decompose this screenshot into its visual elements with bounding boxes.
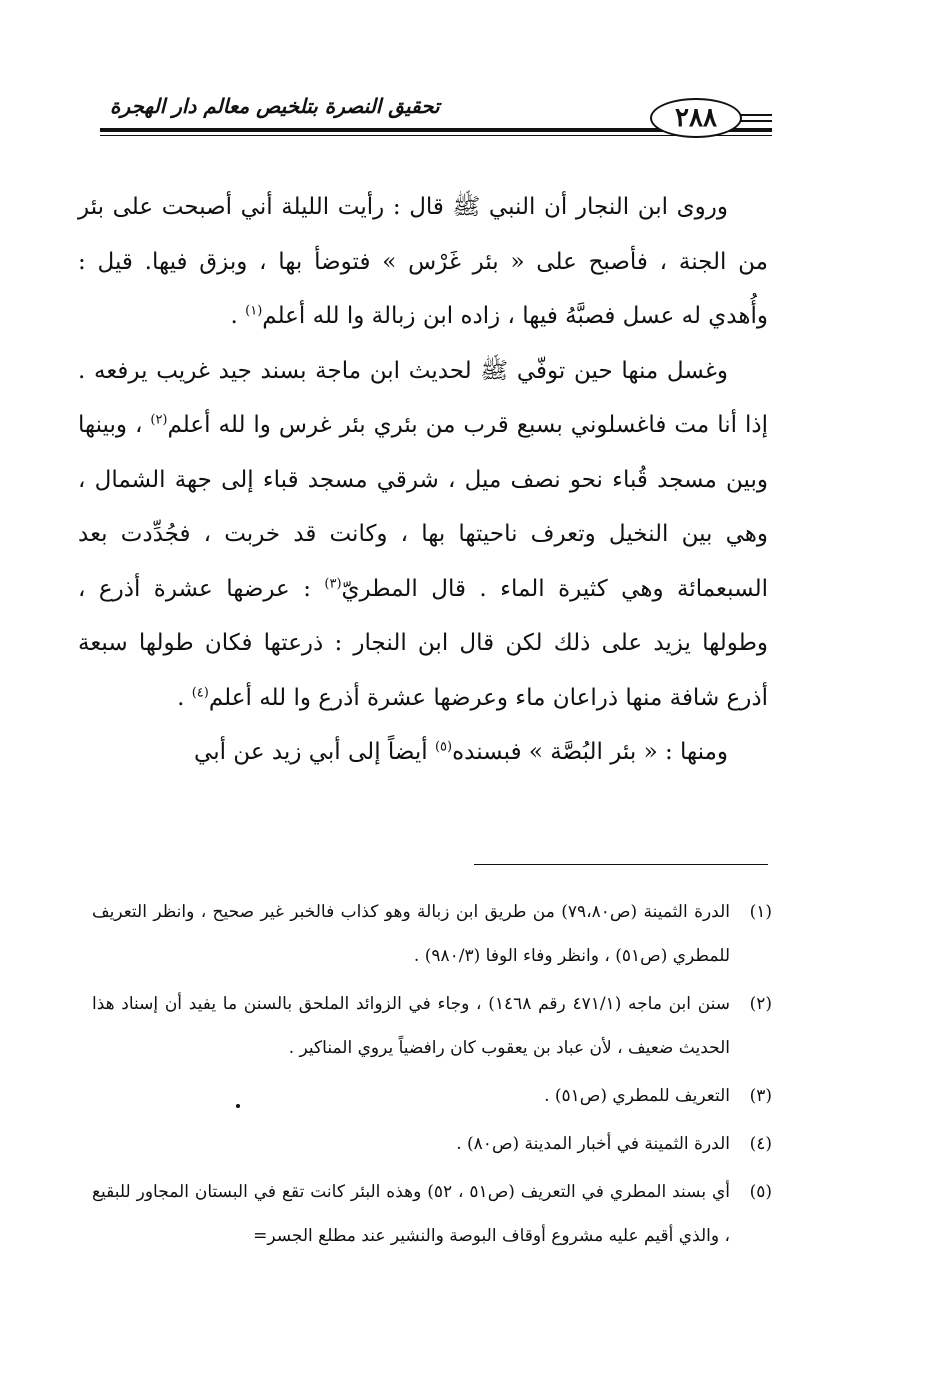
paragraph-3-text-a: ومنها : « بئر البُصَّة » فبسنده [452, 739, 728, 765]
footnote-text: الدرة الثمينة في أخبار المدينة (ص٨٠) . [456, 1134, 730, 1154]
page-number-text: ٢٨٨ [675, 103, 717, 133]
paragraph-2-end: . [177, 684, 192, 711]
paragraph-1-end: . [230, 303, 246, 329]
footnote-5 [92, 1170, 772, 1258]
main-text [78, 180, 768, 780]
stray-dot-mark [236, 1104, 240, 1108]
paragraph-1-text: وروى ابن النجار أن النبي ﷺ قال : رأيت الليلة أني أصبحت على بئر من الجنة ، فأصبح على « بئر غَرْس » فتوضأ بها ، وبزق فيها. قيل : وأُهدي له عسل فصبَّهُ فيها ، زاده ابن زبالة وا لله أعلم [78, 194, 768, 329]
footnote-number: (٣) [749, 1086, 772, 1106]
paragraph-2-text-a: وغسل منها حين توفّي ﷺ لحديث ابن ماجة بسند جيد غريب يرفعه . إذا أنا مت فاغسلوني بسبع قرب من بئري بئر غرس وا لله أعلم [78, 357, 768, 438]
paragraph-3 [78, 725, 768, 780]
footnote-number: (١) [749, 902, 772, 922]
footnote-ref-4: (٤) [191, 684, 209, 700]
running-title: تحقيق النصرة بتلخيص معالم دار الهجرة [110, 94, 440, 118]
footnote-text: التعريف للمطري (ص٥١) . [544, 1086, 730, 1106]
paragraph-3-text-b: أيضاً إلى أبي زيد عن أبي [194, 739, 435, 765]
footnote-ref-5: (٥) [434, 739, 453, 755]
footnote-number: (٢) [749, 994, 772, 1014]
footnote-2 [92, 982, 772, 1070]
header-rule-tail [738, 114, 772, 116]
footnote-ref-1: (١) [245, 303, 263, 319]
footnote-4 [92, 1122, 772, 1166]
paragraph-2 [78, 344, 768, 726]
paragraph-1 [78, 180, 768, 344]
footnotes [92, 890, 772, 1262]
footnote-number: (٥) [749, 1182, 772, 1202]
footnote-number: (٤) [749, 1134, 772, 1154]
page-header [100, 90, 772, 150]
header-rule-thin [100, 135, 772, 136]
page-number [650, 98, 742, 138]
footnote-1 [92, 890, 772, 978]
header-rule-tail-2 [738, 120, 772, 122]
paragraph-2-text-c: : عرضها عشرة أذرع ، وطولها يزيد على ذلك لكن قال ابن النجار : ذرعتها فكان طولها سبعة أذرع شافة منها ذراعان ماء وعرضها عشرة أذرع وا لله أعلم [78, 575, 768, 711]
footnote-ref-3: (٣) [324, 575, 342, 591]
footnote-separator [474, 864, 768, 865]
footnote-text: الدرة الثمينة (ص٧٩،٨٠) من طريق ابن زبالة وهو كذاب فالخبر غير صحيح ، وانظر التعريف للمطري (ص٥١) ، وانظر وفاء الوفا (٩٨٠/٣) . [92, 902, 731, 966]
footnote-text: أي بسند المطري في التعريف (ص٥١ ، ٥٢) وهذه البئر كانت تقع في البستان المجاور للبقيع ، والذي أقيم عليه مشروع أوقاف البوصة والنشير عند مطلع الجسر= [92, 1182, 730, 1246]
footnote-text: سنن ابن ماجه (٤٧١/١ رقم ١٤٦٨) ، وجاء في الزوائد الملحق بالسنن ما يفيد أن إسناد هذا الحديث ضعيف ، لأن عباد بن يعقوب كان رافضياً يروي المناكير . [92, 994, 731, 1058]
paragraph-2-text-b: ، وبينها وبين مسجد قُباء نحو نصف ميل ، شرقي مسجد قباء إلى جهة الشمال ، وهي بين النخيل وتعرف ناحيتها بها ، وكانت قد خربت ، فجُدِّدت بعد السبعمائة وهي كثيرة الماء . قال المطريّ [78, 412, 768, 602]
footnote-3 [92, 1074, 772, 1118]
footnote-ref-2: (٢) [150, 412, 168, 428]
